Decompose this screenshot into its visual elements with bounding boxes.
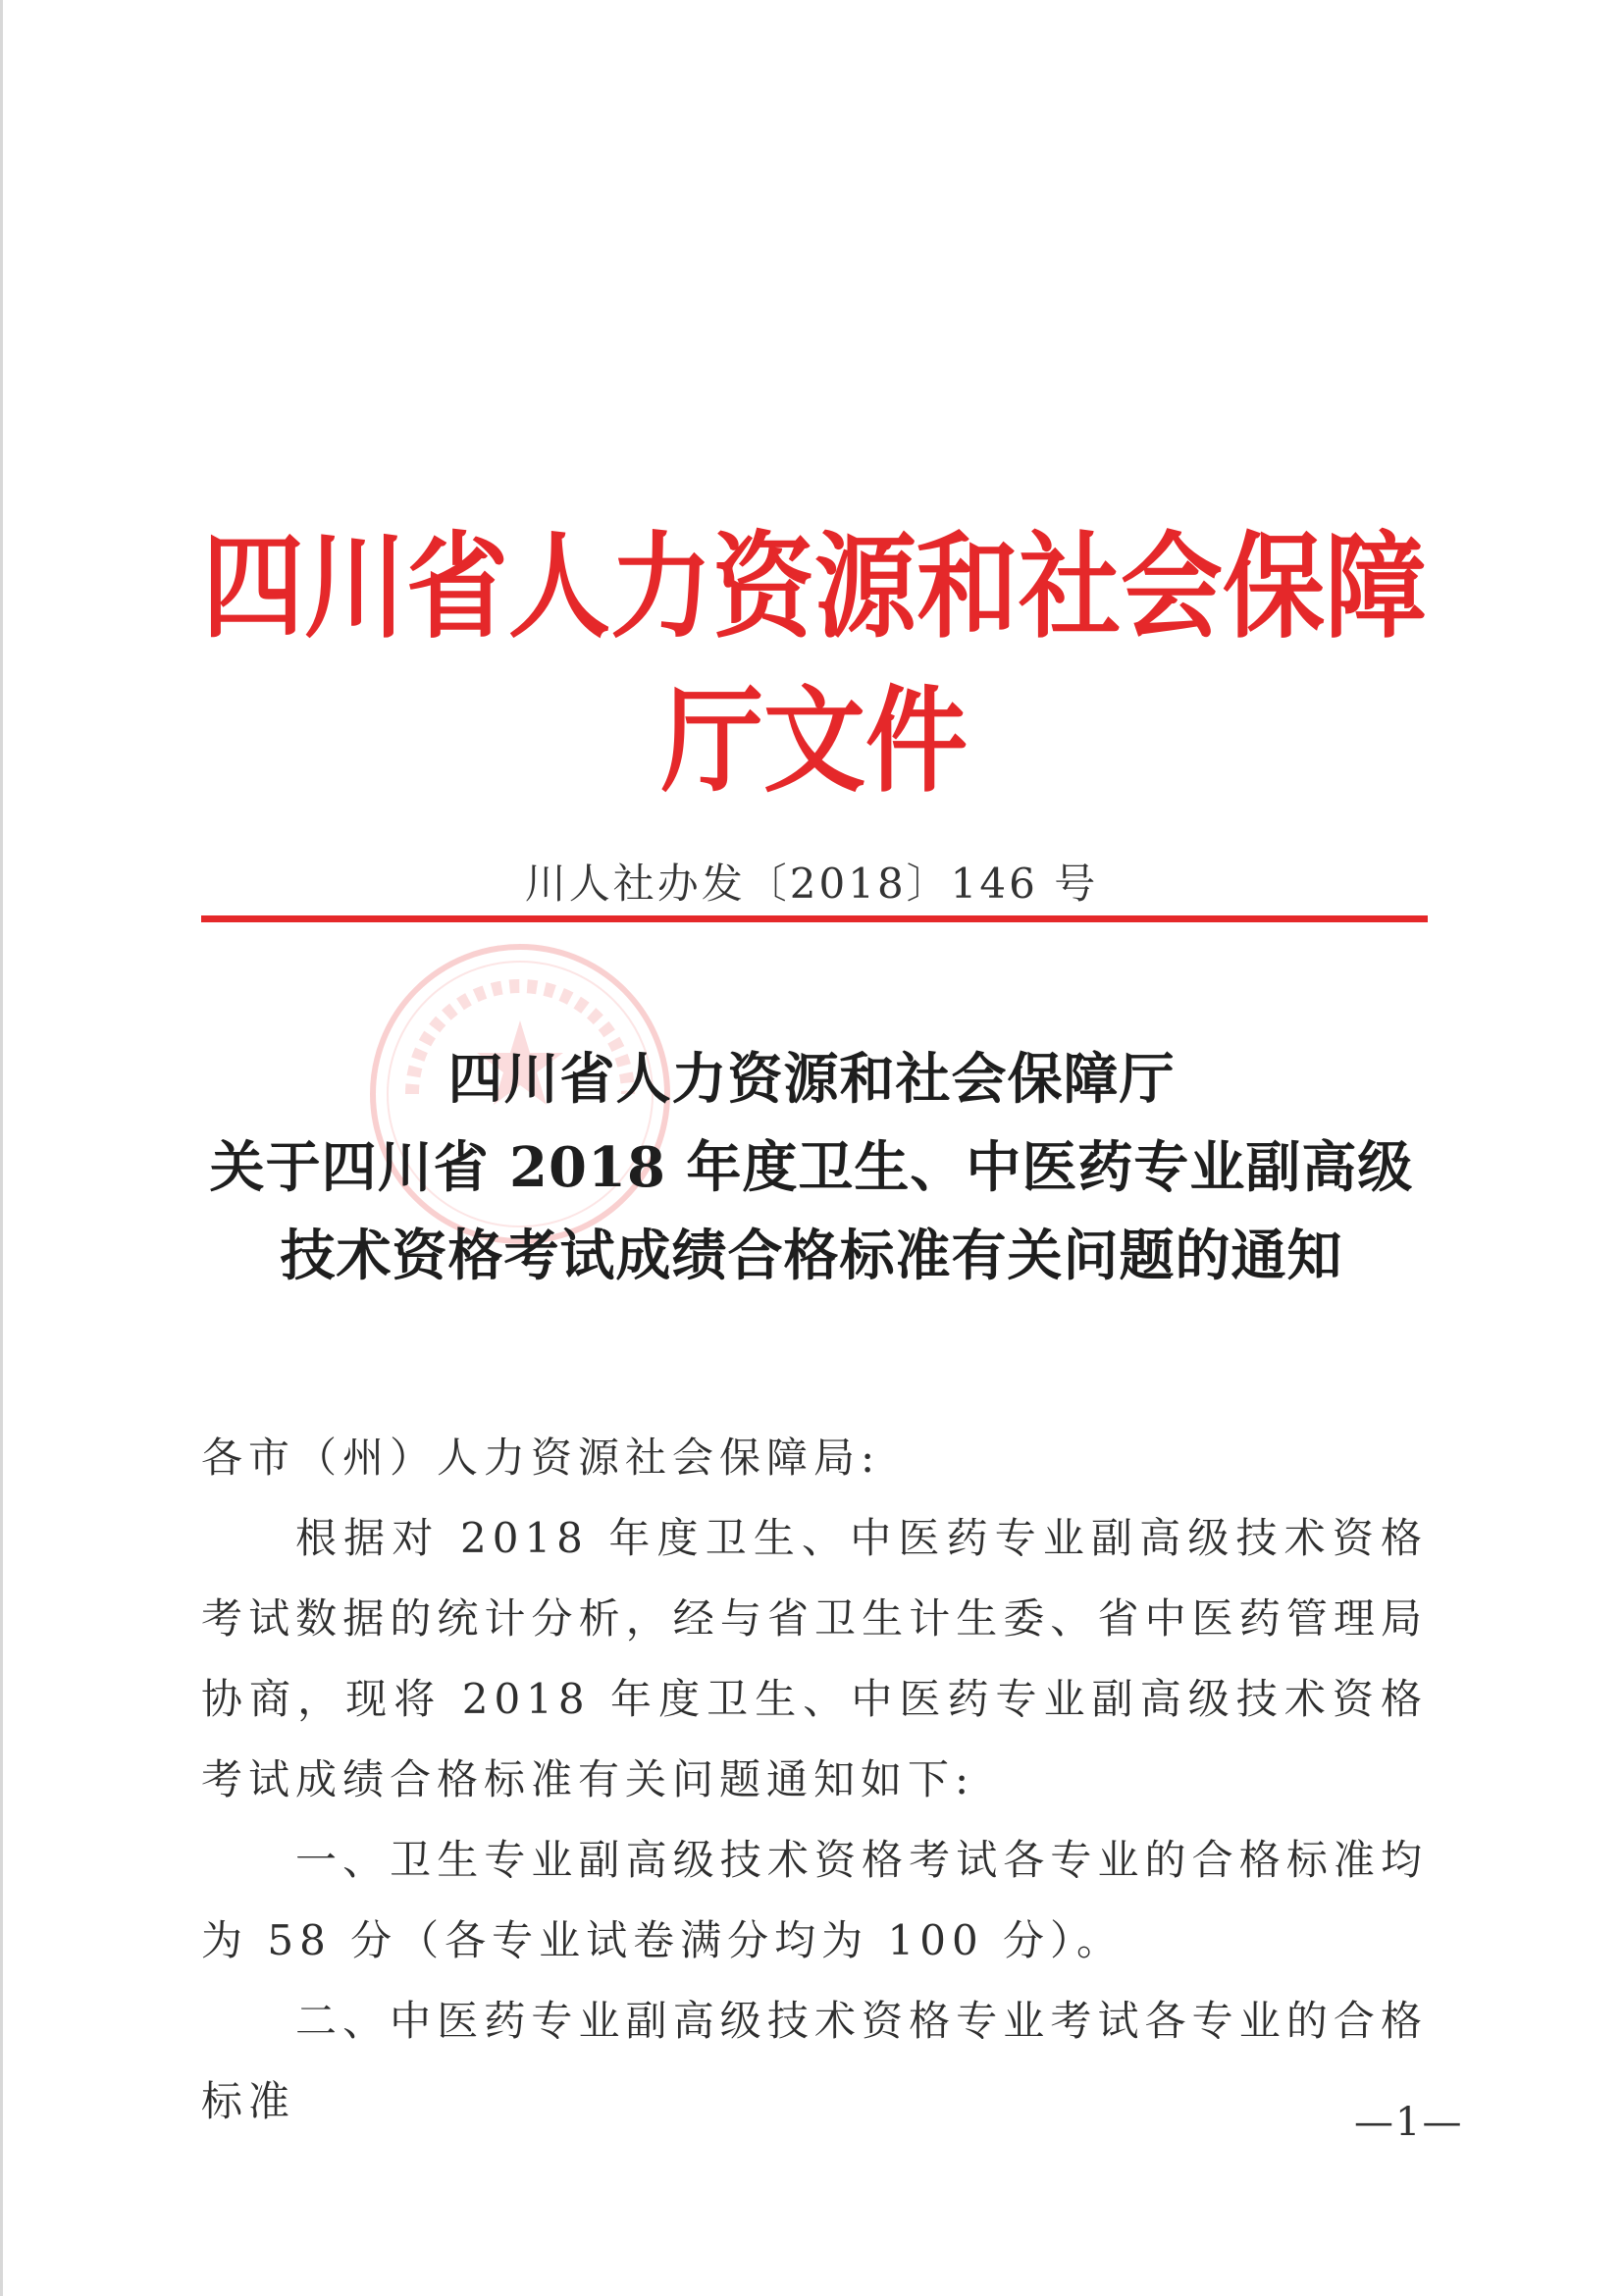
salutation: 各市（州）人力资源社会保障局:: [201, 1434, 881, 1482]
document-number: 川人社办发〔2018〕146 号: [524, 860, 1099, 908]
paragraph-intro: 根据对 2018 年度卫生、中医药专业副高级技术资格考试数据的统计分析，经与省卫生计生委、省中医药管理局协商，现将 2018 年度卫生、中医药专业副高级技术资格考试成绩合格标准有关问题通知如下:: [201, 1514, 1428, 1803]
title-line-2: 关于四川省 2018 年度卫生、中医药专业副高级: [209, 1135, 1414, 1200]
red-divider-line: [201, 915, 1428, 922]
title-line-1: 四川省人力资源和社会保障厅: [447, 1047, 1176, 1112]
title-line-3: 技术资格考试成绩合格标准有关问题的通知: [280, 1224, 1343, 1288]
document-masthead: 四川省人力资源和社会保障厅文件: [201, 518, 1427, 809]
document-body: [201, 1418, 1428, 2142]
paragraph-item-1: 一、卫生专业副高级技术资格考试各专业的合格标准均为 58 分（各专业试卷满分均为 100 分）。: [201, 1836, 1428, 1964]
paragraph-item-2: 二、中医药专业副高级技术资格专业考试各专业的合格标准: [201, 1997, 1428, 2125]
document-title: [147, 1035, 1476, 1300]
page-edge: [0, 0, 3, 2296]
page-number: —1—: [1354, 2100, 1464, 2145]
